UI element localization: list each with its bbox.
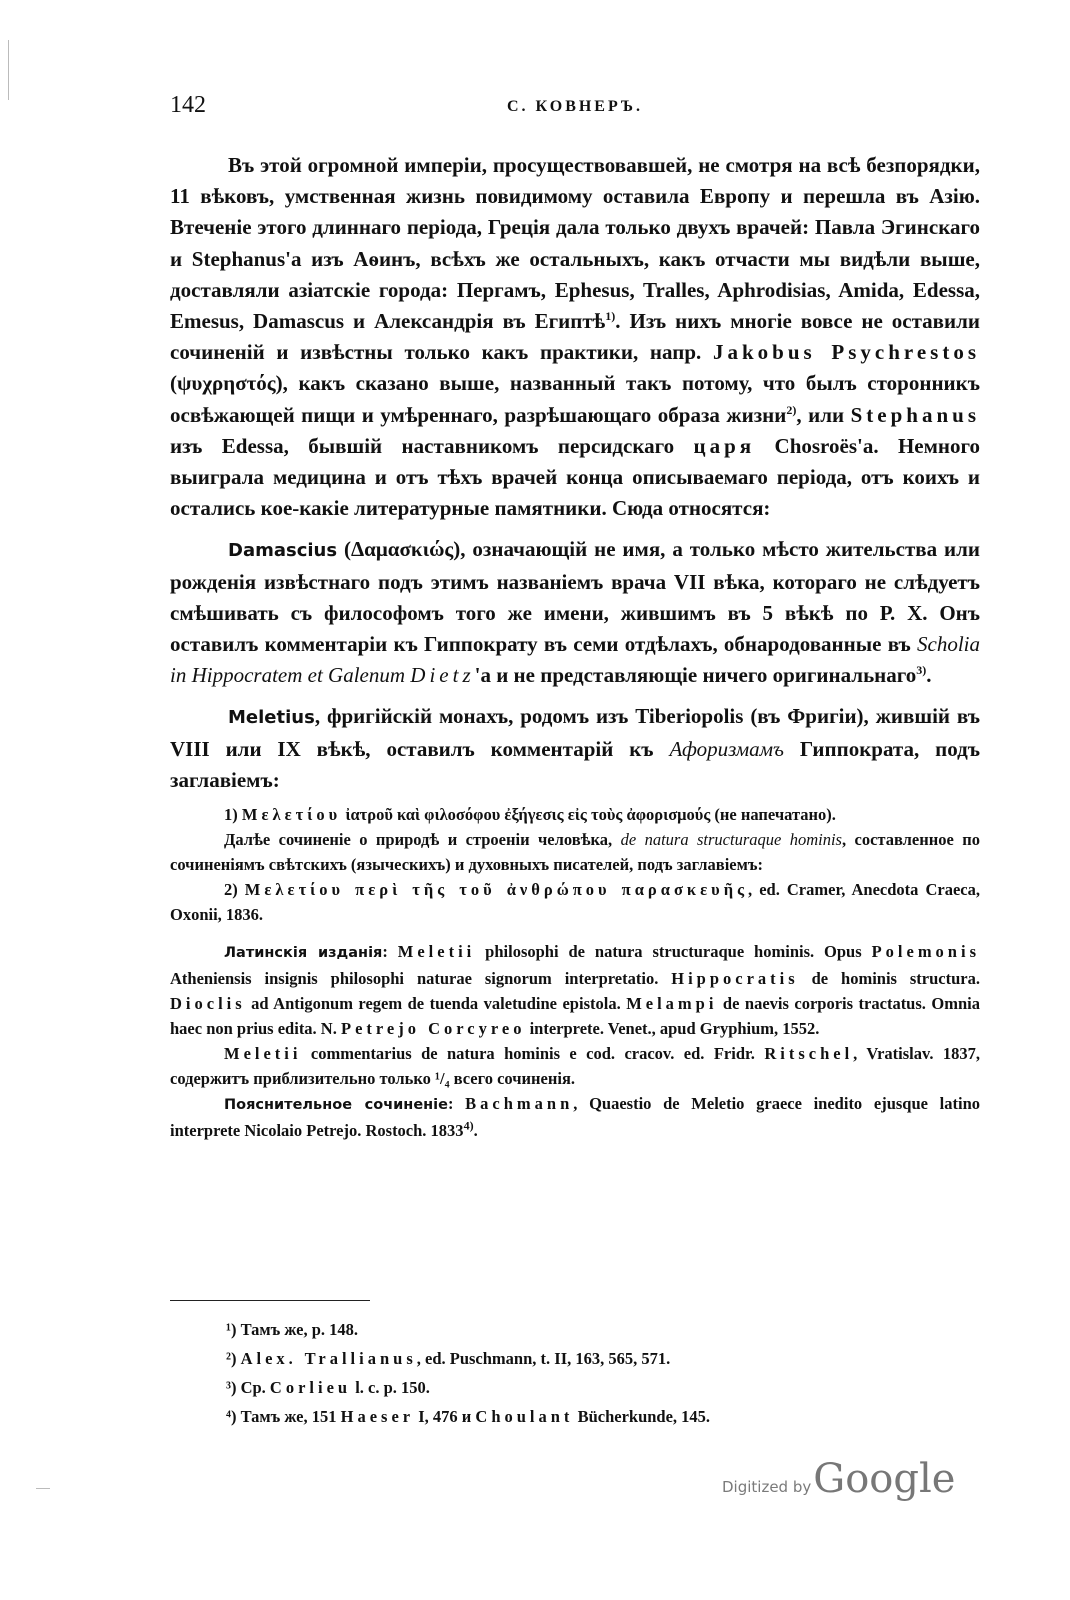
text-run: , фригійскій монахъ, родомъ изъ Tiberiopolis (въ Фригіи), жившій въ VIII или IX вѣкѣ, оставилъ комментарій къ [170,704,980,761]
page-body [170,150,980,1143]
paragraph-meletius [170,701,980,796]
footnote-2 [170,1344,980,1373]
text-run: de hominis structura. [798,969,980,989]
text-run: ad Antigonum regem de tuenda valetudine epistola. [245,994,627,1014]
text-run: (Δαμασκιώς), означающій не имя, а только мѣсто жительства или рожденія извѣстнаго подъ этимъ названіемъ врача VII вѣка, котораго не слѣдуетъ смѣшивать съ философомъ того же имени, жившимъ въ 5 вѣкѣ по Р. Х. Онъ оставилъ комментаріи къ Гиппократу въ семи отдѣлахъ, обнародованные въ [170,537,980,657]
text-run: Chosroës'а. Немного выиграла медицина и отъ тѣхъ врачей конца описываемаго періода, отъ коихъ и остались кое-какіе литературные памятники. Сюда относятся: [170,433,981,521]
section-label: Пояснительное сочиненіе [224,1097,448,1114]
paragraph-damascius [170,534,980,691]
text-run: Гиппократа, подъ заглавіемъ: [170,736,981,792]
greek-spaced: Μελετίου [241,805,342,825]
footnote-ref-1: 1) [605,309,616,324]
name-spaced: Meletii [397,942,476,962]
greek-spaced: Μελετίου περὶ τῆς τοῦ ἀνθρώπου παρασκευῆς [244,880,749,900]
footnote-text: I, 476 и [414,1407,476,1426]
text-run: : [447,1094,466,1114]
footnote-text: l. c. p. 150. [351,1378,430,1397]
text-run: Въ этой огромной имперіи, просуществовавшей, не смотря на всѣ безпорядки, 11 вѣковъ, умственная жизнь повидимому оставила Европу и перешла въ Азію. Втеченіе этого длиннаго періода, Греція дала только двухъ врачей: Павла Эгинскаго и Stephanus'а изъ Аѳинъ, всѣхъ же остальныхъ, какъ отчасти мы видѣли выше, доставляли азіатскіе города: Пергамъ, Ephesus, Tralles, Aphrodisias, Amida, Edessa, Emesus, Damascus и Александрія въ Египтѣ [170,153,980,334]
italic-title: de natura structuraque hominis [620,830,842,850]
footnote-text: , ed. Puschmann, t. II, 163, 565, 571. [416,1349,671,1368]
footnote-rule [170,1300,370,1301]
footnote-mark: ³) [226,1378,237,1397]
word-spaced: царя [693,433,756,458]
footnote-1 [170,1315,980,1344]
watermark-prefix: Digitized by [722,1478,812,1496]
item-number: 1) [224,805,242,825]
name-spaced: Alex. Trallianus [240,1349,417,1368]
bib-item-1 [170,802,980,827]
text-run: Atheniensis insignis philosophi naturae signorum interpretatio. [170,969,672,989]
google-logo: Google [813,1456,956,1502]
text-run: . [473,1121,478,1141]
text-run: de naevis corporis tractatus. Omnia haec non prius edita. N. [170,994,980,1039]
text-run: изъ Edessa, бывшій наставникомъ персидскаго [170,433,694,458]
text-run: ἰατροῦ καὶ φιλοσόφου ἐξήγεσις εἰς τοὺς ἀφορισμούς (не напечатано). [341,805,836,825]
page-header [170,92,980,128]
footnote-ref-2: 2) [786,402,797,417]
name-spaced: Corlieu [269,1378,352,1397]
footnote-3 [170,1373,980,1402]
text-run: : [382,942,398,962]
footnote-text: Bücherkunde, 145. [573,1407,711,1426]
footnote-text: Тамъ же, 151 [240,1407,341,1426]
footnote-text: Тамъ же, p. 148. [240,1320,359,1339]
name-spaced: Melampi [626,994,718,1014]
text-run: Далѣе сочиненіе о природѣ и строеніи человѣка, [224,830,621,850]
section-label: Латинскія изданія [224,945,383,962]
commentarius-entry [170,1041,980,1091]
explanatory-work [170,1091,980,1143]
footnote-ref-4: 4) [463,1118,474,1133]
bibliography-block [170,802,980,1143]
name-spaced: Ritschel [764,1044,854,1064]
footnote-mark: ²) [226,1349,237,1368]
name-spaced: Polemonis [871,942,980,962]
entry-heading: Meletius [228,707,315,729]
scan-edge-bottom [36,1488,50,1489]
footnote-mark: ⁴) [226,1407,237,1426]
item-number: 2) [224,880,245,900]
entry-heading: Damascius [228,540,338,562]
footnotes [170,1300,980,1431]
scan-edge-left [8,40,9,100]
running-head: С. КОВНЕРЪ. [506,98,643,115]
text-run: interprete. Venet., apud Gryphium, 1552. [525,1019,820,1039]
text-run: , ed. Cramer, Anecdota Craeca, Oxonii, 1836. [170,880,980,925]
page-number: 142 [170,92,206,118]
name-spaced: Stephanus [850,402,980,427]
bib-item-2 [170,877,980,927]
footnote-4 [170,1402,980,1431]
text-run: , или [796,402,851,427]
footnote-mark: ¹) [226,1320,237,1339]
latin-editions [170,939,980,1041]
text-run: philosophi de natura structuraque hominis. Opus [475,942,872,962]
text-run: . [926,663,932,688]
name-spaced: Choulant [475,1407,574,1426]
footnote-ref-3: 3) [916,663,927,678]
italic-title: Scholia in Hippocratem et Galenum [170,632,980,688]
text-run: 'а и не представляющіе ничего оригинальнаго [474,663,917,688]
footnote-text: Cp. [240,1378,270,1397]
name-spaced: Jakobus Psychrestos [713,340,981,365]
italic-title: Афоризмамъ [669,736,784,761]
name-spaced: Meletii [224,1044,302,1064]
paragraph-intro [170,150,980,524]
name-spaced: Dietz [410,663,475,688]
name-spaced: Bachmann [465,1094,574,1114]
text-run: (ψυχρηστός), какъ сказано выше, названный такъ потому, что былъ сторонникъ освѣжающей пищи и умѣреннаго, разрѣшающаго образа жизни [170,371,980,427]
digitized-watermark [722,1456,955,1504]
bib-note [170,827,980,877]
name-spaced: Haeser [340,1407,415,1426]
text-run: , Vratislav. 1837, содержитъ приблизительно только ¹/₄ всего сочиненія. [170,1044,981,1089]
name-spaced: Hippocratis [671,969,799,989]
text-run: commentarius de natura hominis e cod. cracov. ed. Fridr. [301,1044,765,1064]
name-spaced: Petrejo Corcyreo [340,1019,526,1039]
name-spaced: Dioclis [170,994,246,1014]
text-run: , Quaestio de Meletio graece inedito ejusque latino interprete Nicolaio Petrejo. Rostoch. 1833 [170,1094,980,1141]
text-run: , составленное по сочиненіямъ свѣтскихъ (языческихъ) и духовныхъ писателей, подъ заглавіемъ: [170,830,980,875]
text-run: . Изъ нихъ многіе вовсе не оставили сочиненій и извѣстны только какъ практики, напр. [170,309,980,365]
